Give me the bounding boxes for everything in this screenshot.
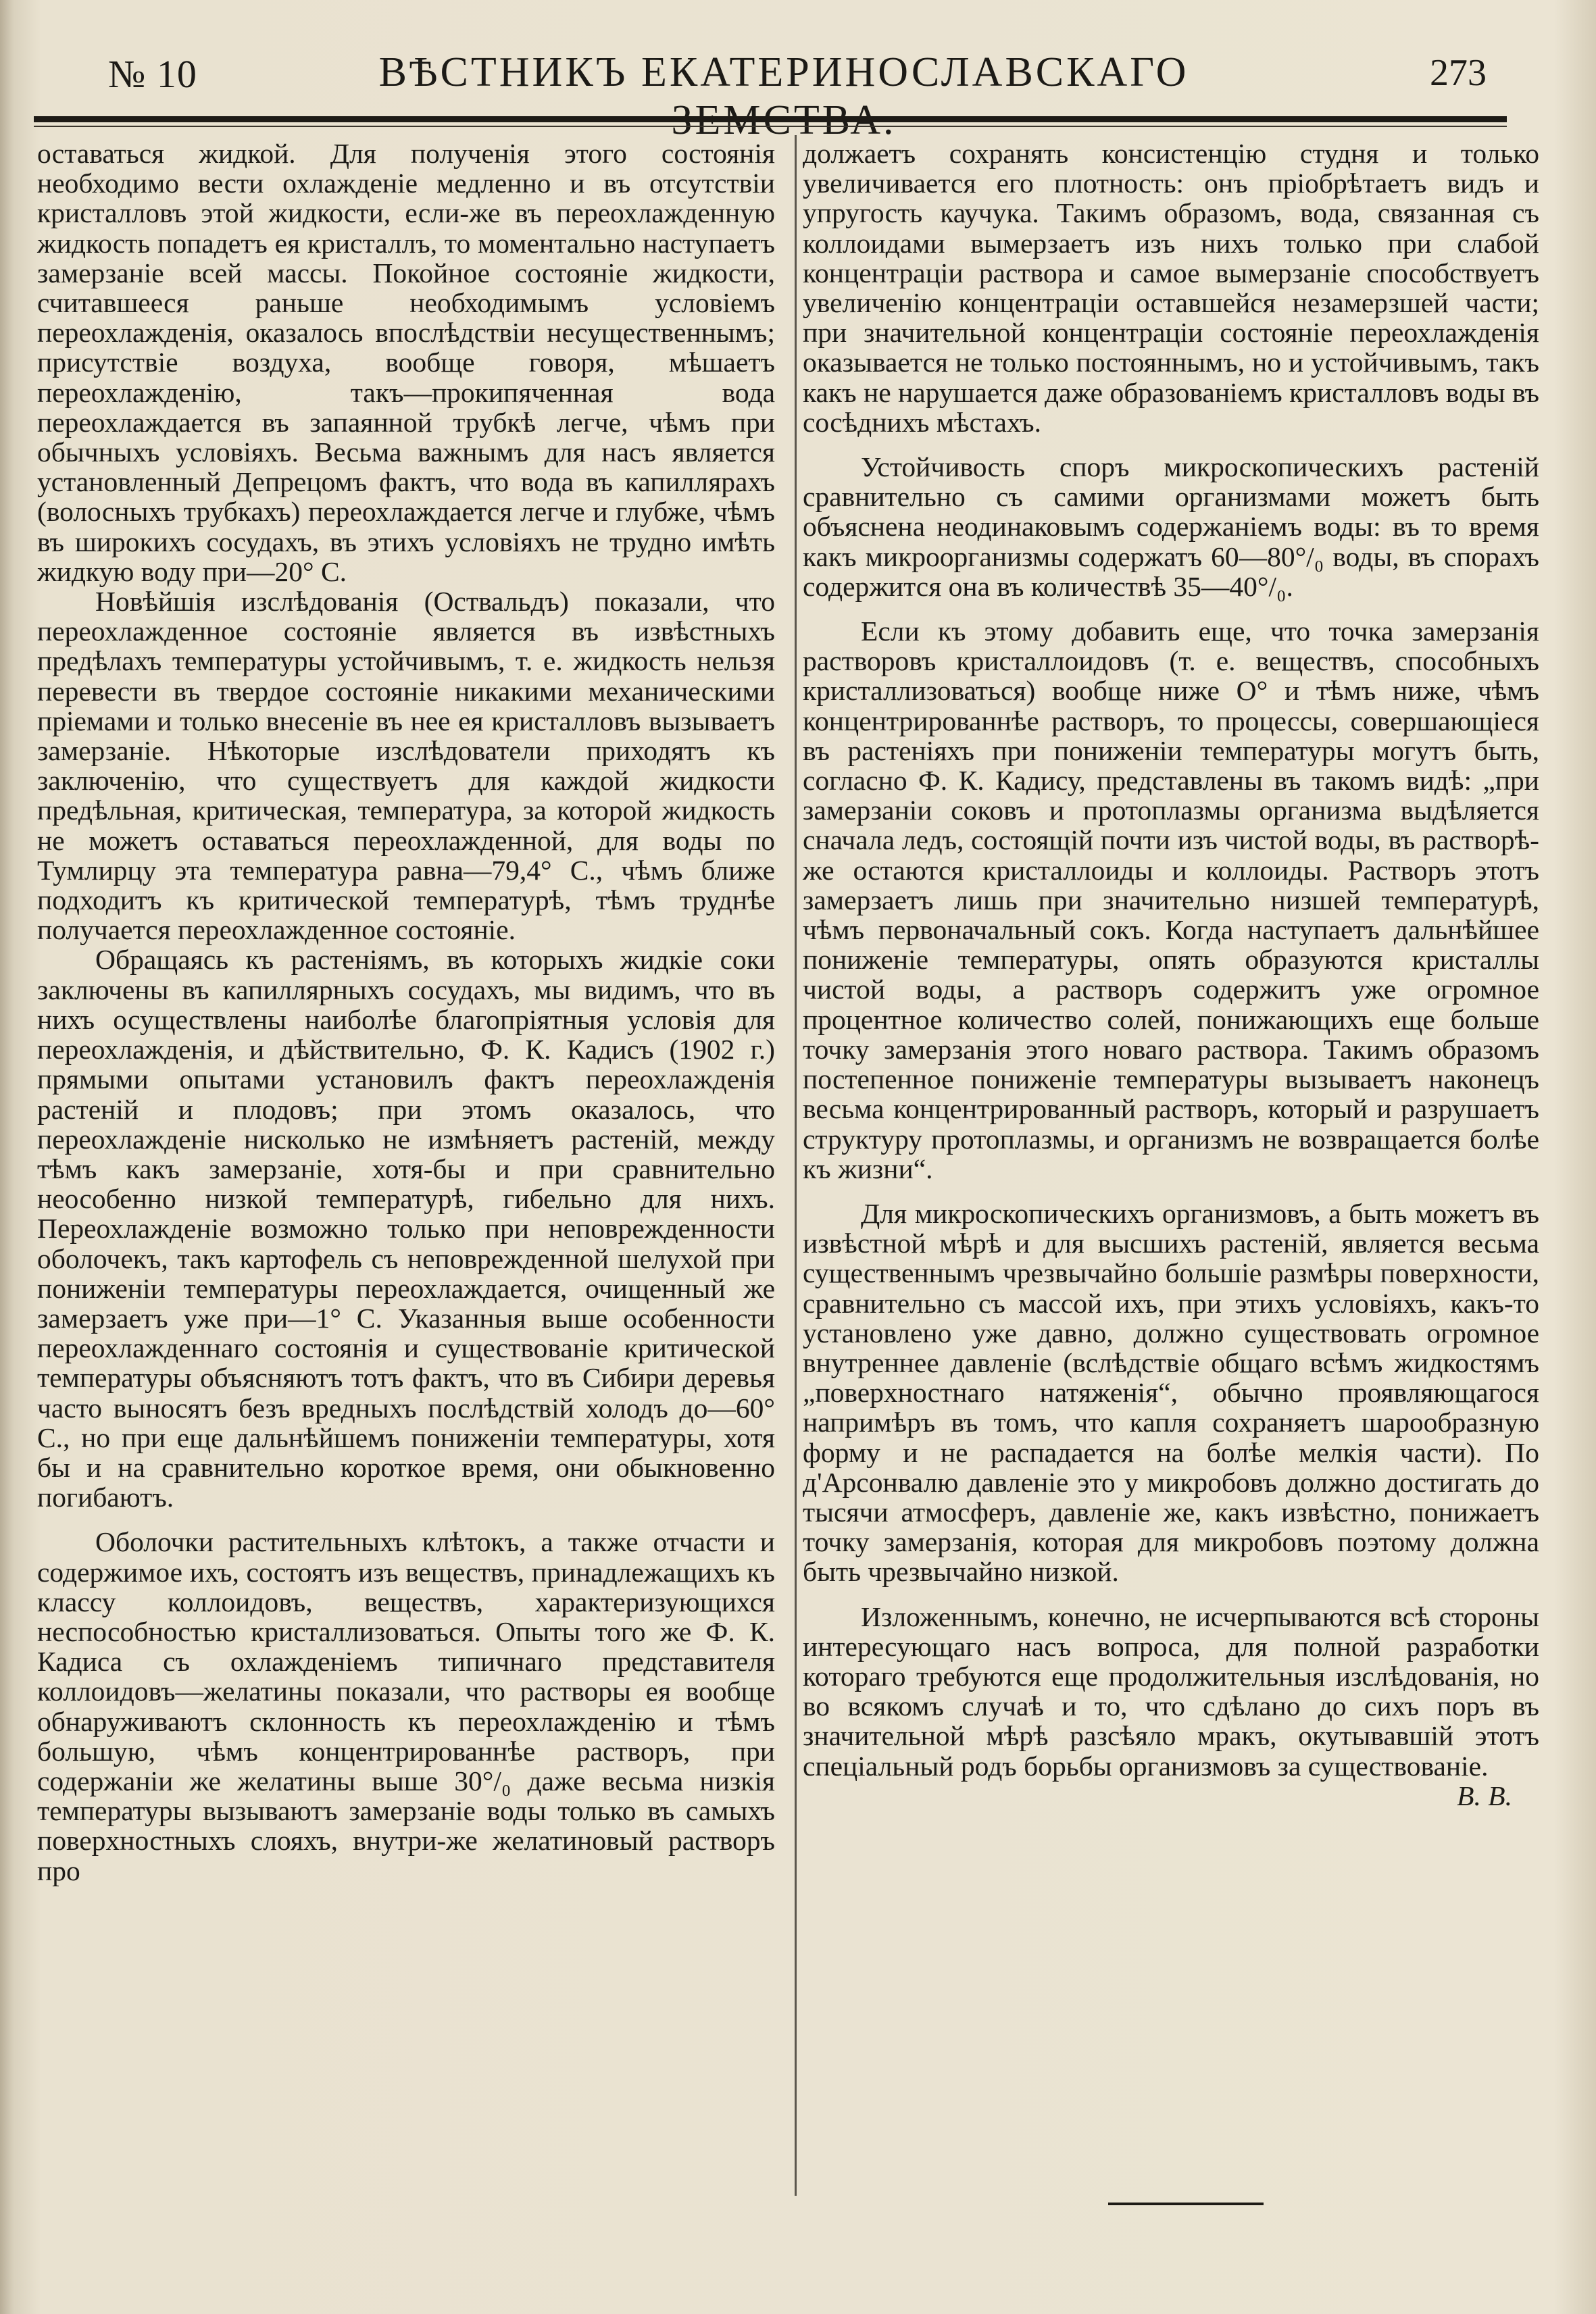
issue-number: № 10 xyxy=(108,52,197,96)
right-paragraph-1: должаетъ сохранять консистенцію студня и только увеличивается его плотность: онъ пріобрѣтаетъ видъ и упругость каучука. Такимъ образомъ, вода, связанная съ коллоидами вымерзаетъ изъ нихъ только при слабой концентраціи раствора и самое вымерзаніе способствуетъ увеличенію концентраціи оставшейся незамерзшей части; при значительной концентраціи состояніе переохлажденія оказывается не только постояннымъ, но и устойчивымъ, такъ какъ не нарушается даже образованіемъ кристалловъ воды въ сосѣднихъ мѣстахъ. xyxy=(803,138,1539,438)
right-paragraph-5: Изложеннымъ, конечно, не исчерпываются всѣ стороны интересующаго насъ вопроса, для полной разработки котораго требуются еще продолжительныя изслѣдованія, но во всякомъ случаѣ и то, что сдѣлано до сихъ поръ въ значительной мѣрѣ разсѣяло мракъ, окутывавшій этотъ спеціальный родъ борьбы организмовъ за существованіе. xyxy=(803,1601,1539,1782)
left-column xyxy=(37,139,775,1886)
end-of-article-rule xyxy=(1108,2203,1264,2205)
right-column xyxy=(803,139,1539,1811)
header-rule-thick xyxy=(34,116,1507,122)
left-paragraph-1: оставаться жидкой. Для полученія этого состоянія необходимо вести охлажденіе медленно и въ отсутствіи кристалловъ этой жидкости, если-же въ переохлажденную жидкость попадетъ ея кристаллъ, то моментально наступаетъ замерзаніе всей массы. Покойное состояніе жидкости, считавшееся раньше необходимымъ условіемъ переохлажденія, оказалось впослѣдствіи несущественнымъ; присутствіе воздуха, вообще говоря, мѣшаетъ переохлажденію, такъ—прокипяченная вода переохлаждается въ запаянной трубкѣ легче, чѣмъ при обычныхъ условіяхъ. Весьма важнымъ для насъ является установленный Депрецомъ фактъ, что вода въ капиллярахъ (волосныхъ трубкахъ) переохлаждается легче и глубже, чѣмъ въ широкихъ сосудахъ, въ этихъ условіяхъ не трудно имѣть жидкую воду при—20° С. xyxy=(37,138,775,587)
journal-title: ВѢСТНИКЪ ЕКАТЕРИНОСЛАВСКАГО xyxy=(378,49,1189,95)
page-number: 273 xyxy=(1430,52,1487,94)
header-rule-thin xyxy=(34,126,1507,127)
right-paragraph-4: Для микроскопическихъ организмовъ, а быть можетъ въ извѣстной мѣрѣ и для высшихъ растеній, является весьма существеннымъ чрезвычайно большіе размѣры поверхности, сравнительно съ массой ихъ, при этихъ условіяхъ, какъ-то установлено уже давно, должно существовать огромное внутреннее давленіе (вслѣдствіе общаго всѣмъ жидкостямъ „поверхностнаго натяженія“, обычно проявляющагося напримѣръ въ томъ, что капля сохраняетъ шарообразную форму и не распадается на болѣе мелкія части). По д'Арсонвалю давленіе это у микробовъ должно достигать до тысячи атмосферъ, давленіе же, какъ извѣстно, понижаетъ точку замерзанія, которая для микробовъ поэтому должна быть чрезвычайно низкой. xyxy=(803,1197,1539,1588)
running-header xyxy=(101,39,1500,114)
author-signature: В. В. xyxy=(1457,1780,1512,1811)
left-paragraph-3: Обращаясь къ растеніямъ, въ которыхъ жидкіе соки заключены въ капиллярныхъ сосудахъ, мы видимъ, что въ нихъ осуществлены наиболѣе благопріятныя условія для переохлажденія, и дѣйствительно, Ф. К. Кадисъ (1902 г.) прямыми опытами установилъ фактъ переохлажденія растеній и плодовъ; при этомъ оказалось, что переохлажденіе нисколько не измѣняетъ растеній, между тѣмъ какъ замерзаніе, хотя-бы и при сравнительно неособенно низкой температурѣ, гибельно для нихъ. Переохлажденіе возможно только при неповрежденности оболочекъ, такъ картофель съ неповрежденной шелухой при пониженіи температуры переохлаждается, очищенный же замерзаетъ уже при—1° С. Указанныя выше особенности переохлажденнаго состоянія и существованіе критической температуры объясняютъ тотъ фактъ, что въ Сибири деревья часто выносятъ безъ вредныхъ послѣдствій холодъ до—60° С., но при еще дальнѣйшемъ пониженіи температуры, хотя бы и на сравнительно короткое время, они обыкновенно погибаютъ. xyxy=(37,944,775,1513)
left-paragraph-2: Новѣйшія изслѣдованія (Оствальдъ) показали, что переохлажденное состояніе является въ извѣстныхъ предѣлахъ температуры устойчивымъ, т. е. жидкость нельзя перевести въ твердое состояніе никакими механическими пріемами и только внесеніе въ нее ея кристалловъ вызываетъ замерзаніе. Нѣкоторые изслѣдователи приходятъ къ заключенію, что существуетъ для каждой жидкости предѣльная, критическая, температура, за которой жидкость не можетъ оставаться переохлажденной, для воды по Тумлирцу эта температура равна—79,4° С., чѣмъ ближе подходитъ къ критической температурѣ, тѣмъ труднѣе получается переохлажденное состояніе. xyxy=(37,586,775,946)
left-paragraph-4: Оболочки растительныхъ клѣтокъ, а также отчасти и содержимое ихъ, состоятъ изъ веществъ, принадлежащихъ къ классу коллоидовъ, веществъ, характеризующихся неспособностью кристаллизоваться. Опыты того же Ф. К. Кадиса съ охлажденіемъ типичнаго представителя коллоидовъ—желатины показали, что растворы ея вообще обнаруживаютъ склонность къ переохлажденію и тѣмъ большую, чѣмъ концентрированнѣе растворъ, при содержаніи же желатины выше 30°/₀ даже весьма низкія температуры вызываютъ замерзаніе воды только въ самыхъ поверхностныхъ слояхъ, внутри-же желатиновый растворъ про xyxy=(37,1526,775,1886)
right-paragraph-3: Если къ этому добавить еще, что точка замерзанія растворовъ кристаллоидовъ (т. е. веществъ, способныхъ кристаллизоваться) вообще ниже О° и тѣмъ ниже, чѣмъ концентрированнѣе растворъ, то процессы, совершающіеся въ растеніяхъ при пониженіи температуры могутъ быть, согласно Ф. К. Кадису, представлены въ такомъ видѣ: „при замерзаніи соковъ и протоплазмы организма выдѣляется сначала ледъ, состоящій почти изъ чистой воды, въ растворѣ-же остаются кристаллоиды и коллоиды. Растворъ этотъ замерзаетъ лишь при значительно низшей температурѣ, чѣмъ первоначальный сокъ. Когда наступаетъ дальнѣйшее пониженіе температуры, опять образуются кристаллы чистой воды, а растворъ содержитъ уже огромное процентное количество солей, понижающихъ еще больше точку замерзанія этого новаго раствора. Такимъ образомъ постепенное пониженіе температуры вызываетъ наконецъ весьма концентрированный растворъ, который и разрушаетъ структуру протоплазмы, и организмъ не возвращается болѣе къ жизни“. xyxy=(803,615,1539,1184)
right-paragraph-2: Устойчивость споръ микроскопическихъ растеній сравнительно съ самими организмами можетъ быть объяснена неодинаковымъ содержаніемъ воды: въ то время какъ микроорганизмы содержатъ 60—80°/₀ воды, въ спорахъ содержится она въ количествѣ 35—40°/₀. xyxy=(803,451,1539,602)
column-divider xyxy=(795,135,797,2196)
